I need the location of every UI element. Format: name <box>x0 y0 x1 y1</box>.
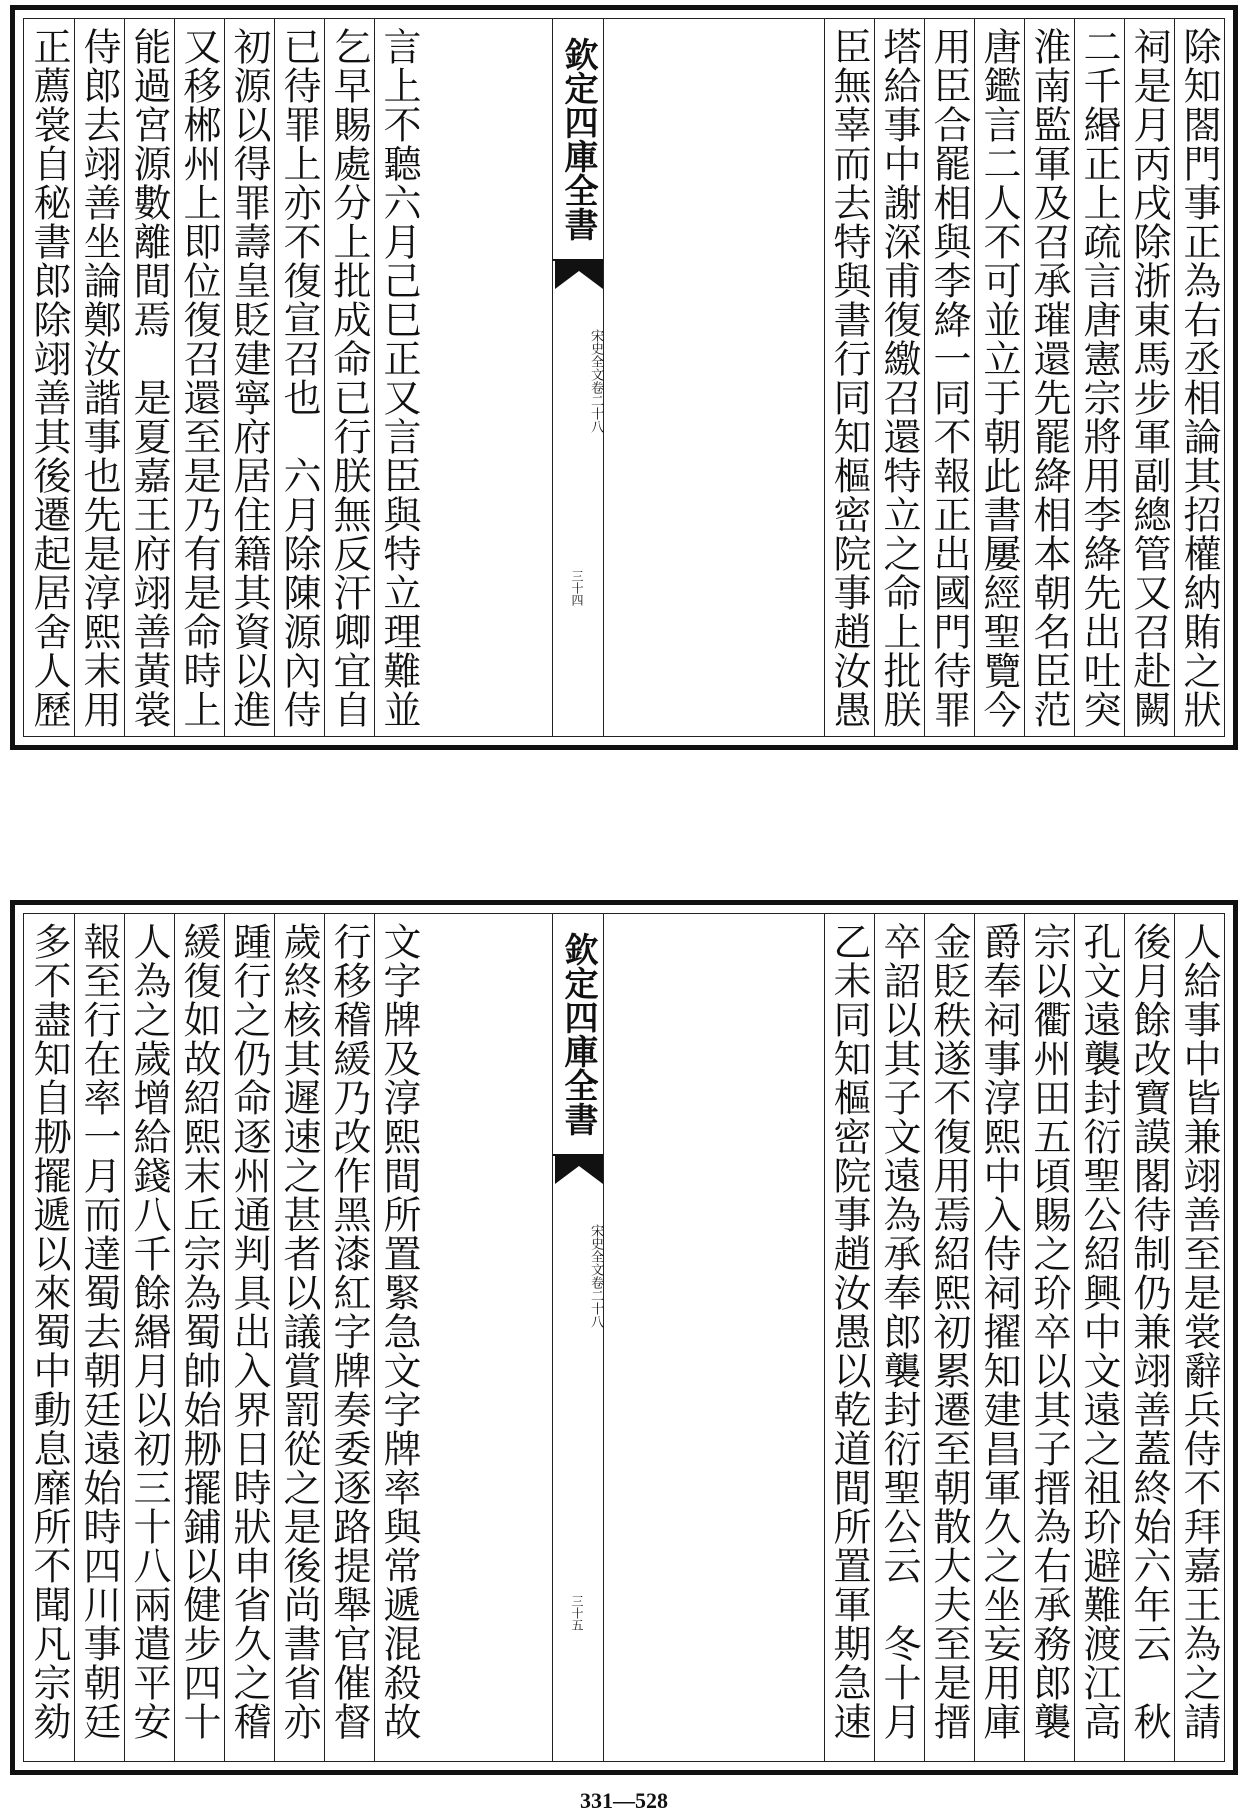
text-column: 言上不聽六月己巳正又言臣與特立理難並 <box>374 19 424 736</box>
library-title: 欽定四庫全書 <box>553 19 603 261</box>
page-number: 三十五 <box>570 1595 584 1631</box>
text-column: 二千緡正上疏言唐憲宗將用李絳先出吐突 <box>1074 19 1124 736</box>
center-fold <box>552 19 604 736</box>
text-column: 文字牌及淳熙間所置緊急文字牌率與常遞混殺故 <box>374 914 424 1761</box>
text-column: 淮南監軍及召承璀還先罷絳相本朝名臣范 <box>1024 19 1074 736</box>
right-half-columns <box>824 19 1224 736</box>
left-half-columns <box>24 914 424 1761</box>
text-column: 人給事中皆兼翊善至是裳辭兵侍不拜嘉王為之請 <box>1174 914 1224 1761</box>
book-info <box>553 329 603 433</box>
text-column: 初源以得罪壽皇貶建寧府居住籍其資以進 <box>224 19 274 736</box>
text-column: 踵行之仍命逐州通判具出入界日時狀申省久之稽 <box>224 914 274 1761</box>
text-column: 宗以衢州田五頃賜之玠卒以其子搢為右承務郎襲 <box>1024 914 1074 1761</box>
text-column: 又移郴州上即位復召還至是乃有是命時上 <box>174 19 224 736</box>
text-column: 多不盡知自刱擺遞以來蜀中動息靡所不聞凡宗劾 <box>27 922 71 1741</box>
text-column: 報至行在率一月而達蜀去朝廷遠始時四川事朝廷 <box>74 914 124 1761</box>
book-title: 宋史全文 <box>588 1224 603 1276</box>
page-frame <box>23 18 1225 737</box>
text-column: 緩復如故紹熙末丘宗為蜀帥始刱擺鋪以健步四十 <box>174 914 224 1761</box>
text-column: 歲終核其遲速之甚者以議賞罰從之是後尚書省亦 <box>274 914 324 1761</box>
fishtail-mark-icon <box>555 1156 603 1184</box>
text-column: 已待罪上亦不復宣召也 六月除陳源內侍 <box>274 19 324 736</box>
text-column: 金貶秩遂不復用焉紹熙初累遷至朝散大夫至是搢 <box>924 914 974 1761</box>
text-column: 乙未同知樞密院事趙汝愚以乾道間所置軍期急速 <box>824 914 874 1761</box>
text-column: 爵奉祠事淳熙中入侍祠擢知建昌軍久之坐妄用庫 <box>974 914 1024 1761</box>
book-title: 宋史全文 <box>588 329 603 381</box>
text-column: 乞早賜處分上批成命已行朕無反汗卿宜自 <box>324 19 374 736</box>
text-column: 後月餘改寶謨閣待制仍兼翊善蓋終始六年云 秋 <box>1124 914 1174 1761</box>
volume-label: 卷二十八 <box>588 1276 603 1328</box>
text-column: 卒詔以其子文遠為承奉郎襲封衍聖公云 冬十月 <box>874 914 924 1761</box>
text-column: 人為之歲增給錢八千餘緡月以初三十八兩遣平安 <box>124 914 174 1761</box>
left-half-columns <box>24 19 424 736</box>
sheet-number: 331—528 <box>580 1788 668 1813</box>
page-number: 三十四 <box>570 570 584 606</box>
library-title: 欽定四庫全書 <box>553 914 603 1156</box>
text-column: 祠是月丙戌除浙東馬步軍副總管又召赴闕 <box>1124 19 1174 736</box>
book-info <box>553 1224 603 1328</box>
text-column: 臣無辜而去特與書行同知樞密院事趙汝愚 <box>824 19 874 736</box>
text-column: 塔給事中謝深甫復繳召還特立之命上批朕 <box>874 19 924 736</box>
page-frame <box>23 913 1225 1762</box>
center-fold <box>552 914 604 1761</box>
right-half-columns <box>824 914 1224 1761</box>
text-column: 行移稽緩乃改作黑漆紅字牌奏委逐路提舉官催督 <box>324 914 374 1761</box>
text-column: 孔文遠襲封衍聖公紹興中文遠之祖玠避難渡江高 <box>1074 914 1124 1761</box>
page-bottom <box>10 900 1238 1775</box>
fishtail-mark-icon <box>555 261 603 289</box>
text-column: 正薦裳自秘書郎除翊善其後遷起居舍人歷 <box>27 27 71 729</box>
volume-label: 卷二十八 <box>588 381 603 433</box>
page-top <box>10 5 1238 750</box>
text-column: 侍郎去翊善坐論鄭汝諧事也先是淳熙末用 <box>74 19 124 736</box>
text-column: 除知閤門事正為右丞相論其招權納賄之狀 <box>1174 19 1224 736</box>
text-column: 唐鑑言二人不可並立于朝此書屢經聖覽今 <box>974 19 1024 736</box>
text-column: 用臣合罷相與李絳一同不報正出國門待罪 <box>924 19 974 736</box>
text-column: 能過宮源數離間焉 是夏嘉王府翊善黃裳 <box>124 19 174 736</box>
